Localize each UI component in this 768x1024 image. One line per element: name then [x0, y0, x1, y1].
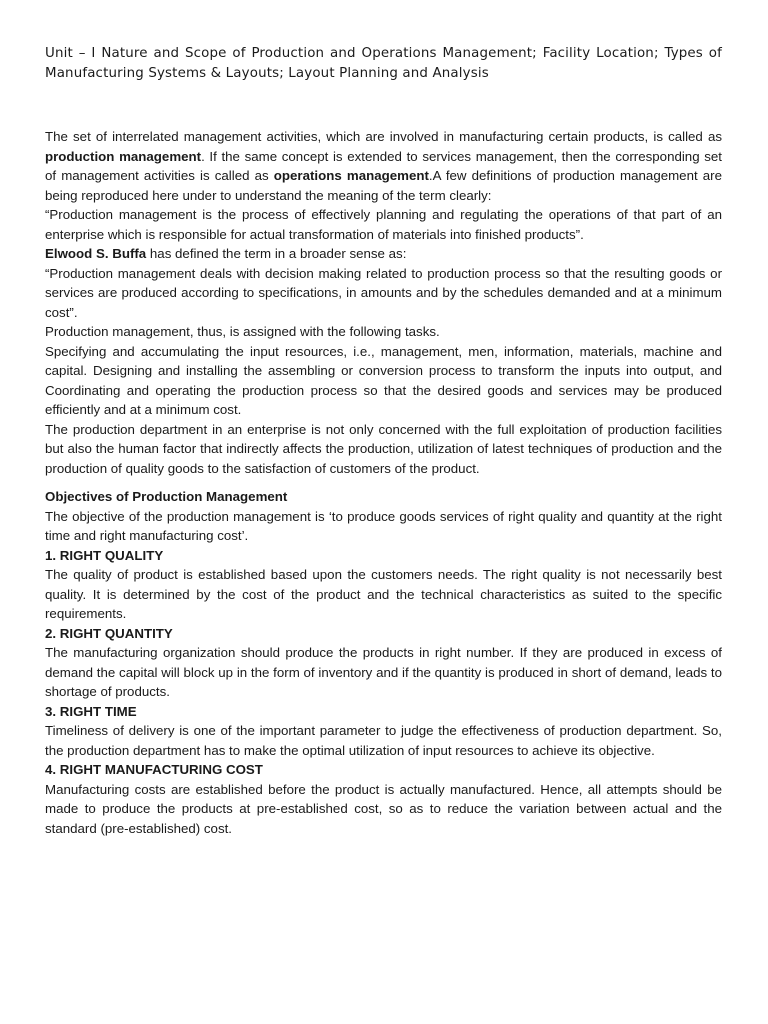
department-paragraph: The production department in an enterprise is not only concerned with the full exploitation of production facilities but also the human factor that indirectly affects the production, utilization of latest techniques of production and the production of quality goods to the satisfaction of customers of the product. — [45, 421, 722, 476]
buffa-paragraph — [45, 244, 722, 264]
term-operations-management: operations management — [273, 168, 429, 183]
objective-heading: 4. RIGHT MANUFACTURING COST — [45, 762, 263, 777]
document-body — [45, 127, 722, 838]
intro-text-d: .A few definitions of production management are being reproduced here under to understand the meaning of the term clearly: — [45, 168, 722, 203]
objectives-intro: The objective of the production management is ‘to produce goods services of right quality and quantity at the right time and right manufacturing cost’. — [45, 508, 722, 543]
section-gap — [45, 478, 722, 487]
tasks-paragraph: Production management, thus, is assigned with the following tasks. — [45, 324, 440, 339]
intro-paragraph — [45, 127, 722, 205]
definition-quote-2: “Production management deals with decision making related to production process so that the resulting goods or services are produced according to specifications, in amounts and by the schedules demanded and at a minimum cost”. — [45, 265, 722, 320]
objective-heading: 3. RIGHT TIME — [45, 703, 137, 719]
objective-text: The manufacturing organization should produce the products in right number. If they are produced in excess of demand the capital will block up in the form of inventory and if the quantity is produced in short of demand, leads to shortage of products. — [45, 645, 722, 699]
title-text: Nature and Scope of Production and Operations Management; Facility Location; Types of Manufacturing Systems & Layouts; Layout Planning and Analysis — [45, 46, 722, 81]
buffa-text: has defined the term in a broader sense as: — [146, 246, 407, 261]
definition-quote-1: “Production management is the process of effectively planning and regulating the operations of that part of an enterprise which is responsible for actual transformation of materials into finished products”. — [45, 207, 722, 242]
intro-text-a: The set of interrelated management activities, which are involved in manufacturing certain products, is called as — [45, 129, 722, 144]
term-production-management: production management — [45, 148, 202, 164]
objectives-heading: Objectives of Production Management — [45, 489, 288, 504]
tasks-detail-paragraph: Specifying and accumulating the input resources, i.e., management, men, information, materials, machine and capital. Designing and installing the assembling or conversion process to transform the inputs into output, and Coordinating and operating the production process so that the desired goods and services may be produced efficiently and at a minimum cost. — [45, 343, 722, 417]
page-title — [45, 44, 722, 84]
author-name: Elwood S. Buffa — [45, 246, 147, 261]
objective-text: The quality of product is established based upon the customers needs. The right quality is not necessarily best quality. It is determined by the cost of the product and the technical characteristics as suited to the specific requirements. — [45, 567, 722, 621]
objective-heading: 2. RIGHT QUANTITY — [45, 625, 173, 641]
objective-text: Manufacturing costs are established before the product is actually manufactured. Hence, all attempts should be made to produce the products at pre-established cost, so as to reduce the variation between actual and the standard (pre-established) cost. — [45, 781, 722, 836]
objective-heading: 1. RIGHT QUALITY — [45, 547, 164, 563]
objective-text: Timeliness of delivery is one of the important parameter to judge the effectiveness of production department. So, the production department has to make the optimal utilization of input resources to achieve its objective. — [45, 723, 722, 758]
unit-label: Unit – I — [45, 46, 96, 61]
intro-text-c: . If the same concept is extended to services management, then the corresponding set of management activities is called as — [45, 148, 722, 183]
